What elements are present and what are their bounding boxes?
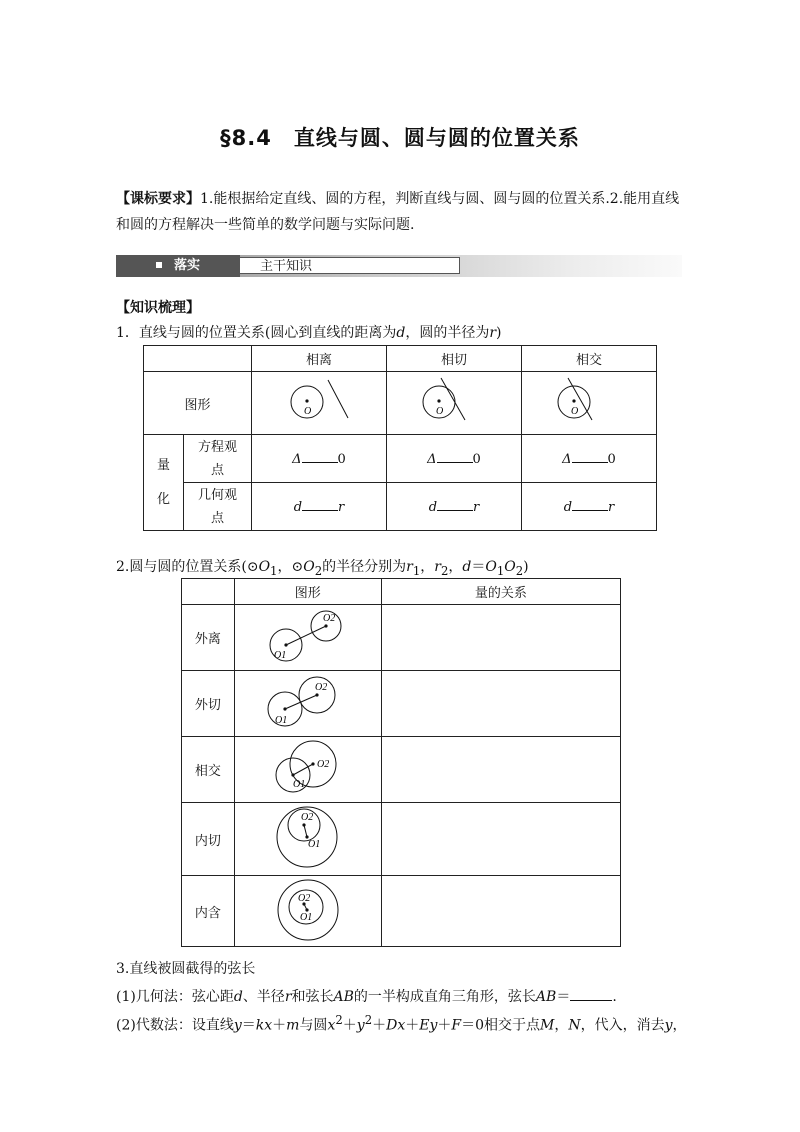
table1-geo-label xyxy=(184,483,252,531)
intersect-diagram xyxy=(235,737,381,798)
geo-label-line-1: 几何观 xyxy=(197,487,237,503)
table1-header-tangent: 相切 xyxy=(386,346,521,372)
center-line xyxy=(304,825,307,837)
figure-external-tangent xyxy=(234,671,381,737)
row-label-external-tangent: 外切 xyxy=(182,671,235,737)
line-shape xyxy=(328,380,348,418)
figure-line-apart xyxy=(251,372,386,435)
label-o1: O1 xyxy=(307,839,320,850)
answer-blank xyxy=(302,450,338,463)
geo-label-line-2: 点 xyxy=(210,510,224,526)
relation-internal-tangent xyxy=(381,803,620,876)
table1-geo-tangent xyxy=(386,483,521,531)
table1-eq-tangent xyxy=(386,435,521,483)
relation-external-tangent xyxy=(381,671,620,737)
answer-blank xyxy=(572,498,608,511)
requirement-text-2: 和圆的方程解决一些简单的数学问题与实际问题. xyxy=(116,217,415,233)
label-o1: O1 xyxy=(273,650,286,661)
label-o2: O2 xyxy=(316,759,329,770)
figure-internal-tangent xyxy=(234,803,381,876)
eq-label-line-2: 点 xyxy=(210,462,224,478)
banner-left xyxy=(116,255,240,277)
table1-header-apart: 相离 xyxy=(251,346,386,372)
label-o1: O1 xyxy=(292,779,305,790)
page-title: §8.4 直线与圆、圆与圆的位置关系 xyxy=(220,126,580,150)
answer-blank xyxy=(302,498,338,511)
banner-left-label: 落实 xyxy=(174,258,201,273)
row-label-intersect: 相交 xyxy=(182,737,235,803)
item-2-text: 2.圆与圆的位置关系($⊙O_1$，$⊙O_2$的半径分别为$r_1$，$r_2$，$d=O_1O_2$) xyxy=(116,559,529,578)
quantify-char-2: 化 xyxy=(157,491,171,507)
delta-symbol: Δ xyxy=(427,452,437,467)
line-apart-diagram xyxy=(252,372,386,430)
delta-symbol: Δ xyxy=(562,452,572,467)
center-line xyxy=(285,695,317,709)
zero-value: 0 xyxy=(337,452,346,467)
table1-quantify-label xyxy=(144,435,184,531)
d-symbol: d xyxy=(563,500,573,515)
section-heading: 【知识梳理】 xyxy=(116,300,200,316)
table1-geo-apart xyxy=(251,483,386,531)
zero-value: 0 xyxy=(472,452,481,467)
center-line xyxy=(286,626,326,645)
line-intersect-diagram xyxy=(522,372,656,430)
table1-eq-intersect xyxy=(521,435,656,483)
center-dot-o2 xyxy=(311,762,314,765)
table1-eq-label xyxy=(184,435,252,483)
center-dot-o1 xyxy=(283,707,286,710)
requirement-text-1: 1.能根据给定直线、圆的方程，判断直线与圆、圆与圆的位置关系.2.能用直线 xyxy=(200,191,680,207)
item-3-2-text: (2)代数法：设直线y＝kx＋m与圆$x^2+y^2+Dx+Ey+F=0$相交于点M，N，代入，消去y， xyxy=(116,1013,687,1034)
relation-external-apart xyxy=(381,605,620,671)
table2-corner xyxy=(182,579,235,605)
answer-blank xyxy=(572,450,608,463)
center-label: O xyxy=(570,406,579,417)
line-shape xyxy=(441,378,465,420)
requirement-tag: 【课标要求】 xyxy=(116,191,200,207)
figure-contain xyxy=(234,876,381,947)
zero-value: 0 xyxy=(607,452,616,467)
item-1-text: 1．直线与圆的位置关系(圆心到直线的距离为d，圆的半径为r) xyxy=(116,325,502,341)
circle-circle-table xyxy=(181,578,621,947)
center-dot-o2 xyxy=(324,624,327,627)
center-dot xyxy=(572,399,575,402)
item-3-1-text: (1)几何法：弦心距d、半径r和弦长AB的一半构成直角三角形，弦长AB＝ . xyxy=(116,989,617,1005)
row-label-external-apart: 外离 xyxy=(182,605,235,671)
figure-external-apart xyxy=(234,605,381,671)
row-label-internal-tangent: 内切 xyxy=(182,803,235,876)
table2-header-relation: 量的关系 xyxy=(381,579,620,605)
line-circle-table xyxy=(143,345,657,531)
relation-contain xyxy=(381,876,620,947)
label-o2: O2 xyxy=(300,812,313,823)
r-symbol: r xyxy=(608,500,615,515)
label-o1: O1 xyxy=(299,912,312,923)
center-dot-o1 xyxy=(291,773,294,776)
line-tangent-diagram xyxy=(387,372,521,430)
label-o2: O2 xyxy=(322,613,335,624)
contain-diagram xyxy=(235,876,381,942)
relation-intersect xyxy=(381,737,620,803)
section-banner xyxy=(116,255,682,277)
table1-figure-label: 图形 xyxy=(144,372,252,435)
center-dot-o1 xyxy=(284,643,287,646)
center-dot-o2 xyxy=(315,693,318,696)
label-o2: O2 xyxy=(314,682,327,693)
course-requirement xyxy=(116,186,686,238)
quantify-char-1: 量 xyxy=(157,457,171,473)
figure-intersect xyxy=(234,737,381,803)
external-apart-diagram xyxy=(235,605,381,666)
answer-blank xyxy=(437,498,473,511)
external-tangent-diagram xyxy=(235,671,381,732)
item-3-title: 3.直线被圆截得的弦长 xyxy=(116,961,256,977)
label-o1: O1 xyxy=(274,715,287,726)
d-symbol: d xyxy=(293,500,303,515)
r-symbol: r xyxy=(338,500,345,515)
figure-line-intersect xyxy=(521,372,656,435)
center-dot xyxy=(305,399,308,402)
table1-corner xyxy=(144,346,252,372)
center-dot-o2 xyxy=(302,823,305,826)
row-label-contain: 内含 xyxy=(182,876,235,947)
table1-geo-intersect xyxy=(521,483,656,531)
delta-symbol: Δ xyxy=(292,452,302,467)
table1-eq-apart xyxy=(251,435,386,483)
answer-blank xyxy=(437,450,473,463)
center-label: O xyxy=(435,406,444,417)
table1-header-intersect: 相交 xyxy=(521,346,656,372)
label-o2: O2 xyxy=(297,893,310,904)
banner-right: 主干知识 xyxy=(240,257,460,274)
eq-label-line-1: 方程观 xyxy=(197,439,237,455)
r-symbol: r xyxy=(473,500,480,515)
internal-tangent-diagram xyxy=(235,803,381,871)
center-dot xyxy=(437,399,440,402)
answer-blank xyxy=(570,988,612,1001)
d-symbol: d xyxy=(428,500,438,515)
center-label: O xyxy=(303,406,312,417)
table2-header-figure: 图形 xyxy=(234,579,381,605)
square-bullet-icon xyxy=(156,262,162,268)
figure-line-tangent xyxy=(386,372,521,435)
